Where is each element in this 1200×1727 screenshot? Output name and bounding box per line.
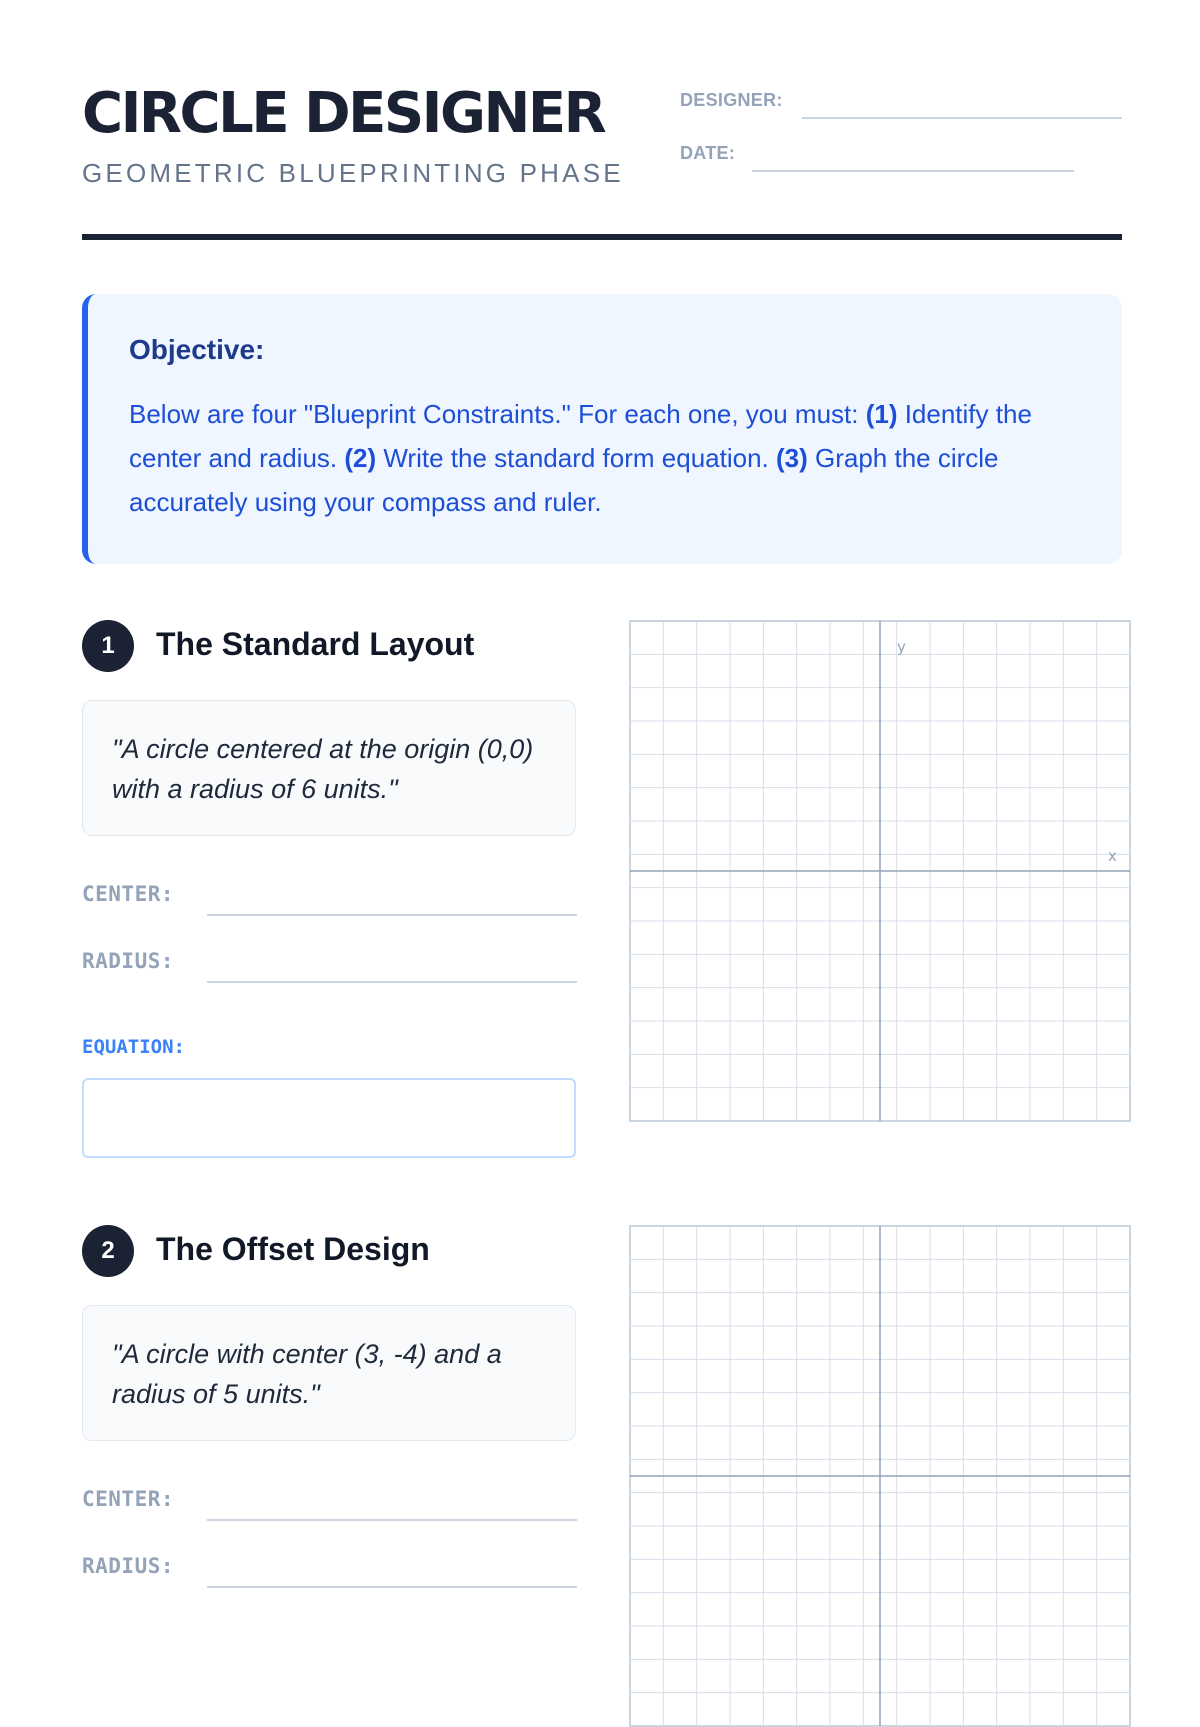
date-label: DATE:: [680, 143, 736, 163]
problem-title: The Offset Design: [156, 1231, 430, 1267]
date-field[interactable]: [752, 170, 1074, 172]
objective-text-3: Write the standard form equation.: [376, 443, 776, 473]
radius-answer-line[interactable]: [207, 981, 577, 983]
y-axis-label: y: [897, 638, 906, 656]
equation-label: EQUATION:: [82, 1036, 185, 1058]
step-1-marker: (1): [865, 399, 898, 429]
designer-field[interactable]: [802, 117, 1122, 119]
step-3-marker: (3): [775, 443, 808, 473]
grid-lines: [630, 1226, 1130, 1726]
problem-number-badge: 2: [82, 1225, 134, 1277]
coordinate-grid-svg[interactable]: [629, 620, 1131, 1122]
objective-title: Objective:: [129, 334, 265, 365]
worksheet-title: CIRCLE DESIGNER: [82, 81, 605, 146]
problem-number-badge: 1: [82, 620, 134, 672]
center-label: CENTER:: [82, 1487, 175, 1511]
radius-answer-line[interactable]: [207, 1586, 577, 1588]
center-answer-line[interactable]: [207, 914, 577, 916]
problem-title: The Standard Layout: [156, 626, 475, 662]
objective-text-4: Graph the circle accurately using your compass and ruler.: [129, 443, 999, 517]
equation-input[interactable]: [82, 1078, 576, 1158]
constraint-box: "A circle centered at the origin (0,0) with a radius of 6 units.": [82, 700, 576, 836]
step-2-marker: (2): [344, 443, 377, 473]
worksheet-subtitle: GEOMETRIC BLUEPRINTING PHASE: [82, 158, 624, 188]
graph-grid[interactable]: [629, 620, 1131, 1122]
objective-text-2: Identify the center and radius.: [129, 399, 1032, 473]
center-label: CENTER:: [82, 882, 175, 906]
constraint-box: "A circle with center (3, -4) and a radius of 5 units.": [82, 1305, 576, 1441]
designer-label: DESIGNER:: [680, 90, 783, 110]
radius-label: RADIUS:: [82, 1554, 175, 1578]
objective-box: [82, 294, 1122, 564]
grid-lines: [630, 621, 1130, 1121]
x-axis-label: x: [1108, 847, 1117, 865]
objective-text-1: Below are four "Blueprint Constraints." For each one, you must:: [129, 399, 866, 429]
radius-label: RADIUS:: [82, 949, 175, 973]
objective-text: [129, 392, 1076, 524]
header-divider: [82, 234, 1122, 240]
center-answer-line[interactable]: [207, 1519, 577, 1521]
coordinate-grid-svg[interactable]: [629, 1225, 1131, 1727]
graph-grid[interactable]: [629, 1225, 1131, 1727]
